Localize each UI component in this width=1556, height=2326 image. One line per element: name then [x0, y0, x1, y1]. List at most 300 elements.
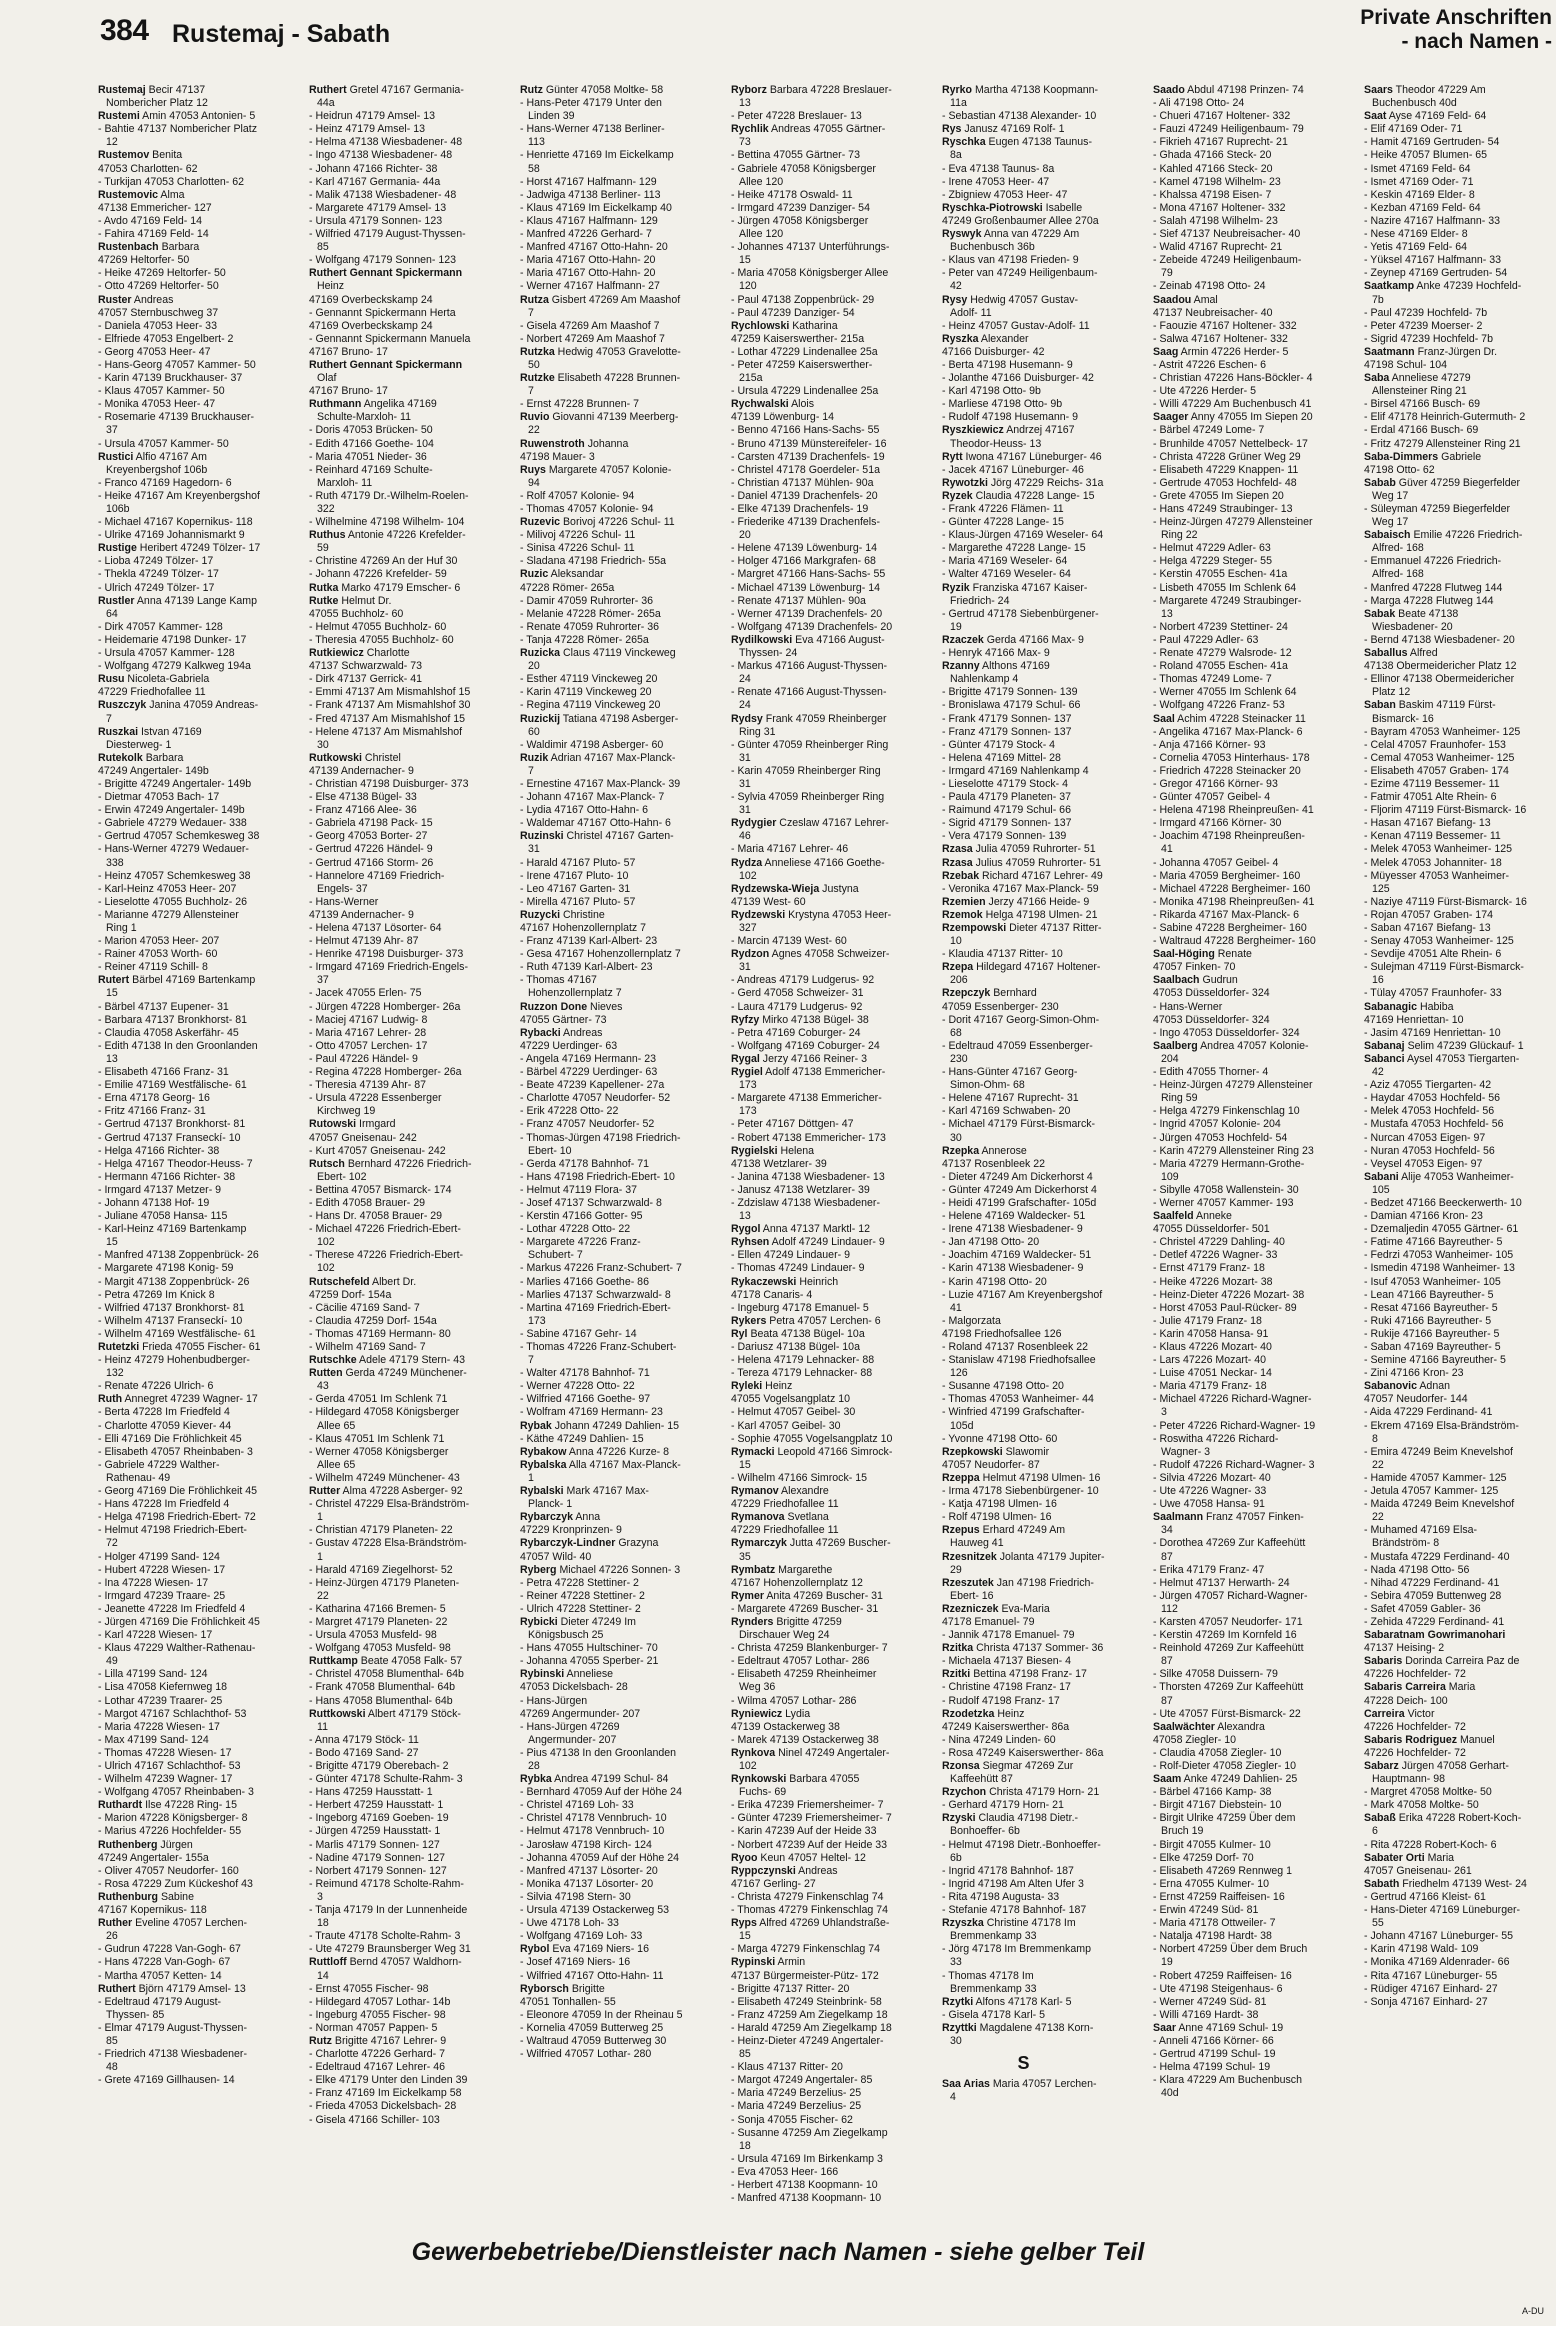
entry-details: 47167 Hohenzollernplatz 12: [731, 1576, 863, 1589]
listing-entry: [1364, 1262, 1527, 1275]
entry-details: - Friedrich 47138 Wiesbadener- 48: [98, 2048, 247, 2074]
entry-details: 47137 Schwarzwald- 73: [309, 660, 423, 673]
entry-details: Hildegard 47167 Holtener- 206: [950, 961, 1101, 987]
listing-entry: [942, 1276, 1105, 1289]
listing-entry: [1153, 2061, 1316, 2074]
entry-details: - Gabriele 47058 Königsberger Allee 120: [731, 162, 876, 188]
entry-details: - Irmgard 47137 Metzer- 9: [98, 1183, 222, 1196]
entry-details: 47139 Ostackerweg 38: [731, 1720, 840, 1733]
entry-surname: Rybarczyk-Lindner: [520, 1537, 616, 1550]
listing-entry: [1364, 372, 1527, 398]
entry-details: 47057 Neudorfer- 87: [942, 1458, 1040, 1471]
entry-details: Franz-Jürgen Dr.: [1414, 345, 1498, 358]
entry-details: - Josef 47169 Niers- 16: [520, 1956, 631, 1969]
entry-details: - Frank 47226 Flämen- 11: [942, 503, 1064, 515]
listing-entry: [942, 477, 1105, 490]
entry-details: - Janina 47138 Wiesbadener- 13: [731, 1170, 885, 1183]
listing-entry: [98, 411, 261, 437]
listing-entry: [942, 411, 1105, 424]
entry-details: - Sulejman 47119 Fürst-Bismarck- 16: [1364, 961, 1524, 987]
entry-details: - Frank 47137 Am Mismahlshof 30: [309, 699, 471, 712]
listing-entry: [942, 752, 1105, 765]
entry-details: - Marlis 47179 Sonnen- 127: [309, 1838, 440, 1851]
entry-surname: Rutka: [309, 581, 339, 594]
listing-entry: [98, 948, 261, 961]
entry-details: - Hubert 47228 Wiesen- 17: [98, 1563, 226, 1576]
listing-entry: [98, 660, 261, 673]
entry-details: - Robert 47138 Emmericher- 173: [731, 1131, 886, 1144]
listing-entry: [309, 922, 472, 935]
entry-details: - Dzemaljedin 47055 Gärtner- 61: [1364, 1223, 1519, 1236]
listing-entry: [309, 1773, 472, 1786]
listing-entry: [942, 228, 1105, 254]
entry-details: - Helene 47137 Am Mismahlshof 30: [309, 725, 463, 751]
listing-entry: [520, 1983, 683, 1996]
listing-entry: [1153, 516, 1316, 542]
entry-details: 47229 Kronprinzen- 9: [520, 1524, 622, 1537]
entry-details: - Mustafa 47053 Hochfeld- 56: [1364, 1118, 1504, 1131]
listing-entry: [1153, 1773, 1316, 1786]
entry-details: - Ernst 47228 Brunnen- 7: [520, 398, 639, 411]
listing-entry: [942, 1158, 1105, 1171]
entry-details: - Horst 47053 Paul-Rücker- 89: [1153, 1301, 1297, 1314]
listing-entry: [309, 1537, 472, 1563]
entry-details: - Aziz 47055 Tiergarten- 42: [1364, 1079, 1492, 1092]
listing-entry: [942, 1145, 1105, 1158]
listing-entry: [1364, 176, 1527, 189]
listing-column-5: [942, 84, 1105, 2232]
listing-entry: [1364, 215, 1527, 228]
listing-entry: [1153, 1590, 1316, 1616]
entry-surname: Ryps: [731, 1917, 757, 1930]
listing-entry: [731, 1158, 894, 1171]
listing-entry: [309, 1289, 472, 1302]
entry-details: - Rudolf 47198 Franz- 17: [942, 1694, 1060, 1707]
entry-details: - Winfried 47199 Grafschafter- 105d: [942, 1406, 1085, 1432]
listing-entry: [309, 1485, 472, 1498]
listing-entry: [942, 660, 1105, 686]
entry-details: Alma: [158, 188, 185, 201]
listing-entry: [520, 1184, 683, 1197]
entry-details: Barbara: [158, 241, 200, 254]
listing-entry: [98, 1668, 261, 1681]
listing-entry: [731, 1708, 894, 1721]
entry-details: Gretel 47167 Germania- 44a: [317, 84, 464, 110]
entry-details: - Heinz-Jürgen 47279 Allensteiner Ring 59: [1153, 1079, 1313, 1105]
listing-entry: [1364, 1223, 1527, 1236]
entry-surname: Rybakow: [520, 1445, 567, 1458]
entry-surname: Rzepus: [942, 1524, 980, 1537]
listing-entry: [520, 1393, 683, 1406]
listing-entry: [1153, 804, 1316, 817]
entry-details: - Barbara 47137 Bronkhorst- 81: [98, 1013, 247, 1026]
listing-entry: [942, 503, 1105, 516]
listing-entry: [98, 1524, 261, 1550]
entry-details: - Maria 47167 Otto-Hahn- 20: [520, 254, 656, 267]
listing-entry: [1364, 647, 1527, 660]
entry-surname: Rydsy: [731, 712, 763, 725]
entry-details: 47057 Gneisenau- 261: [1364, 1864, 1472, 1877]
entry-details: Alfred 47269 Uhlandstraße- 15: [739, 1917, 890, 1943]
entry-surname: Rydygier: [731, 817, 777, 830]
listing-entry: [731, 1564, 894, 1577]
entry-details: - Sylvia 47059 Rheinberger Ring 31: [731, 791, 885, 817]
entry-details: Justyna: [819, 882, 859, 895]
entry-details: - Karl 47167 Germania- 44a: [309, 175, 441, 188]
entry-details: - Franz 47166 Alee- 36: [309, 804, 417, 817]
listing-entry: [520, 1105, 683, 1118]
entry-details: - Helmut 47198 Dietr.-Bonhoeffer- 6b: [942, 1838, 1101, 1864]
listing-entry: [309, 1839, 472, 1852]
listing-entry: [1153, 1865, 1316, 1878]
listing-entry: [1364, 307, 1527, 320]
listing-entry: [731, 765, 894, 791]
entry-details: 47138 Obermeidericher Platz 12: [1364, 660, 1517, 673]
entry-surname: Rutkowski: [309, 751, 362, 764]
entry-details: - Marius 47226 Hochfelder- 55: [98, 1825, 242, 1838]
entry-details: 47053 Dickelsbach- 28: [520, 1681, 628, 1694]
entry-details: - Michael 47139 Löwenburg- 14: [731, 581, 880, 594]
entry-details: Jan 47198 Friedrich-Ebert- 16: [950, 1576, 1094, 1602]
listing-entry: [98, 372, 261, 385]
entry-details: - Frieda 47053 Dickelsbach- 28: [309, 2100, 457, 2113]
entry-details: 47178 Canaris- 4: [731, 1288, 813, 1301]
listing-entry: [98, 359, 261, 372]
entry-details: Heinz: [317, 280, 345, 293]
entry-details: - Edith 47058 Brauer- 29: [309, 1196, 426, 1209]
listing-entry: [98, 280, 261, 293]
entry-details: 47055 Düsseldorfer- 501: [1153, 1223, 1270, 1236]
entry-surname: Rzitka: [942, 1642, 974, 1655]
entry-details: - Renate 47137 Mühlen- 90a: [731, 594, 866, 607]
entry-details: - Norbert 47269 Am Maashof 7: [520, 332, 665, 345]
entry-details: - Margarete 47138 Emmericher- 173: [731, 1092, 882, 1118]
entry-details: Abdul 47198 Prinzen- 74: [1184, 84, 1304, 96]
listing-entry: [520, 1485, 683, 1511]
listing-entry: [1364, 320, 1527, 333]
entry-details: Julius 47059 Ruhrorter- 51: [972, 856, 1101, 869]
entry-details: - Thekla 47249 Tölzer- 17: [98, 568, 219, 581]
listing-entry: [942, 189, 1105, 202]
entry-details: Selim 47239 Glückauf- 1: [1404, 1039, 1524, 1052]
listing-entry: [520, 1446, 683, 1459]
entry-details: - Margret 47179 Planeten- 22: [309, 1615, 448, 1628]
entry-details: - Hans-Peter 47179 Unter den Linden 39: [520, 97, 662, 123]
listing-entry: [98, 1878, 261, 1891]
listing-entry: [1364, 1655, 1527, 1668]
listing-entry: [942, 1996, 1105, 2009]
entry-details: 47055 Buchholz- 60: [309, 607, 404, 620]
entry-surname: Rymarczyk: [731, 1537, 787, 1550]
entry-details: - Joachim 47198 Rheinpreußen- 41: [1153, 830, 1305, 856]
entry-details: - Karin 47058 Hansa- 91: [1153, 1327, 1269, 1340]
entry-details: Andreas: [560, 1026, 603, 1039]
entry-details: - Margarete 47249 Straubinger- 13: [1153, 594, 1302, 620]
entry-surname: Ruthert Gennant Spickermann: [309, 358, 463, 371]
listing-entry: [520, 1040, 683, 1053]
listing-entry: [942, 909, 1105, 922]
entry-details: Alije 47053 Wanheimer- 105: [1372, 1170, 1514, 1196]
entry-details: 47229 Friedhofallee 11: [731, 1524, 839, 1537]
entry-details: - Ingeborg 47169 Goeben- 19: [309, 1812, 449, 1825]
entry-details: 47178 Emanuel- 79: [942, 1615, 1035, 1628]
entry-details: - Ali 47198 Otto- 24: [1153, 97, 1245, 110]
listing-entry: [1153, 987, 1316, 1000]
entry-details: - Michael 47228 Bergheimer- 160: [1153, 882, 1311, 895]
entry-details: - Kahled 47166 Steck- 20: [1153, 162, 1273, 175]
listing-entry: [1153, 1354, 1316, 1367]
entry-details: Heinz: [762, 1380, 793, 1393]
listing-entry: [942, 896, 1105, 909]
listing-entry: [520, 791, 683, 804]
listing-entry: [1153, 2009, 1316, 2022]
entry-details: - Fatime 47166 Bayreuther- 5: [1364, 1236, 1503, 1249]
listing-entry: [1153, 123, 1316, 136]
listing-entry: [1364, 1197, 1527, 1210]
entry-details: - Rikarda 47167 Max-Planck- 6: [1153, 908, 1300, 921]
entry-details: - Willi 47169 Hardt- 38: [1153, 2008, 1259, 2021]
listing-entry: [98, 1917, 261, 1943]
entry-details: - Klaus-Jürgen 47169 Weseler- 64: [942, 529, 1104, 542]
listing-entry: [731, 1249, 894, 1262]
listing-entry: [309, 1616, 472, 1629]
entry-details: - Edith 47138 In den Groonlanden 13: [98, 1039, 258, 1065]
listing-entry: [98, 726, 261, 752]
entry-surname: Sabanci: [1364, 1052, 1405, 1065]
entry-surname: Ryswyk: [942, 228, 982, 241]
listing-entry: [98, 1092, 261, 1105]
entry-details: - Elke 47179 Unter den Linden 39: [309, 2074, 468, 2087]
entry-details: - Erdal 47166 Busch- 69: [1364, 424, 1479, 437]
entry-details: - Gertrud 47166 Kleist- 61: [1364, 1890, 1486, 1903]
entry-details: - Salwa 47167 Holtener- 332: [1153, 332, 1288, 345]
entry-details: - Kurt 47057 Gneisenau- 242: [309, 1144, 446, 1157]
entry-surname: Saatmann: [1364, 345, 1415, 358]
entry-details: 47055 Vogelsangplatz 10: [731, 1393, 850, 1406]
listing-entry: [98, 1328, 261, 1341]
listing-entry: [1153, 673, 1316, 686]
entry-details: - Jannik 47178 Emanuel- 79: [942, 1629, 1075, 1642]
entry-details: - Johannes 47137 Unterführungs- 15: [731, 241, 890, 267]
entry-details: - Georg 47053 Heer- 47: [98, 345, 211, 358]
entry-details: - Ute 47226 Herder- 5: [1153, 385, 1257, 398]
entry-surname: Rutten: [309, 1367, 343, 1380]
entry-surname: Saars: [1364, 84, 1393, 96]
listing-entry: [1364, 1393, 1527, 1406]
listing-entry: [731, 1393, 894, 1406]
listing-entry: [309, 1825, 472, 1838]
entry-details: - Süleyman 47259 Biegerfelder Weg 17: [1364, 503, 1511, 529]
listing-entry: [942, 346, 1105, 359]
listing-entry: [98, 1956, 261, 1969]
listing-entry: [1153, 1158, 1316, 1184]
entry-details: - Wilfried 47057 Lothar- 280: [520, 2048, 652, 2061]
entry-details: 47249 Großenbaumer Allee 270a: [942, 214, 1099, 227]
entry-details: - Karin 47239 Auf der Heide 33: [731, 1825, 877, 1838]
listing-entry: [520, 1459, 683, 1485]
entry-details: - Irene 47167 Pluto- 10: [520, 869, 629, 882]
entry-details: Brigitte 47167 Lehrer- 9: [331, 2034, 447, 2047]
listing-entry: [1153, 1970, 1316, 1983]
entry-details: 47229 Friedhofallee 11: [98, 686, 206, 699]
entry-surname: Rzitki: [942, 1668, 971, 1681]
listing-entry: [1364, 778, 1527, 791]
listing-entry: [942, 699, 1105, 712]
entry-details: - Maria 47178 Ottweiler- 7: [1153, 1917, 1276, 1930]
entry-details: - Thomas 47226 Franz-Schubert- 7: [520, 1341, 677, 1367]
entry-details: Barbara 47055 Fuchs- 69: [739, 1773, 860, 1799]
listing-entry: [309, 1956, 472, 1982]
entry-details: Friedhelm 47139 West- 24: [1399, 1877, 1527, 1890]
entry-details: - Johann 47138 Hof- 19: [98, 1196, 210, 1209]
entry-details: - Waldemar 47167 Otto-Hahn- 6: [520, 817, 671, 830]
entry-details: - Helga 47198 Friedrich-Ebert- 72: [98, 1511, 256, 1524]
listing-entry: [520, 1053, 683, 1066]
listing-entry: [1364, 830, 1527, 843]
listing-entry: [1364, 555, 1527, 581]
entry-details: - Karl 47057 Geibel- 30: [731, 1419, 841, 1432]
entry-details: - Bärbel 47249 Lome- 7: [1153, 424, 1265, 437]
listing-entry: [731, 464, 894, 477]
entry-details: - Wolfgang 47139 Drachenfels- 20: [731, 620, 893, 633]
entry-details: - Erik 47228 Otto- 22: [520, 1105, 619, 1118]
entry-details: Anna 47226 Kurze- 8: [566, 1445, 669, 1458]
entry-details: - Margit 47138 Zoppenbrück- 26: [98, 1275, 250, 1288]
listing-entry: [309, 464, 472, 490]
listing-entry: [98, 870, 261, 883]
entry-details: - Safet 47059 Gabler- 36: [1364, 1602, 1481, 1615]
entry-details: - Margot 47249 Angertaler- 85: [731, 2074, 873, 2087]
entry-details: - Susanne 47198 Otto- 20: [942, 1380, 1064, 1393]
entry-details: - Dariusz 47138 Bügel- 10a: [731, 1341, 860, 1353]
entry-details: - Mustafa 47229 Ferdinand- 40: [1364, 1550, 1510, 1563]
entry-surname: Ruther: [98, 1917, 133, 1930]
entry-details: - Erna 47178 Georg- 16: [98, 1092, 210, 1105]
listing-entry: [98, 1511, 261, 1524]
entry-details: 47249 Angertaler- 155a: [98, 1851, 209, 1864]
entry-surname: Saatkamp: [1364, 280, 1415, 293]
entry-details: - Hildegard 47057 Lothar- 14b: [309, 1995, 451, 2008]
entry-details: Jürgen: [157, 1838, 193, 1851]
entry-details: - Henryk 47166 Max- 9: [942, 647, 1050, 660]
entry-surname: Saalwächter: [1153, 1720, 1215, 1733]
entry-details: Ninel 47249 Angertaler- 102: [739, 1746, 890, 1772]
entry-details: Hedwig 47053 Gravelotte- 50: [528, 345, 681, 371]
listing-entry: [1364, 948, 1527, 961]
entry-details: - Elisabeth 47166 Franz- 31: [98, 1066, 229, 1079]
listing-entry: [731, 1171, 894, 1184]
listing-entry: [520, 1302, 683, 1328]
entry-details: - Hildegard 47058 Königsberger Allee 65: [309, 1406, 460, 1432]
entry-details: - Fred 47137 Am Mismahlshof 15: [309, 712, 466, 725]
entry-surname: Saalberg: [1153, 1039, 1198, 1052]
entry-surname: Rymanov: [731, 1485, 779, 1498]
listing-entry: [309, 294, 472, 307]
entry-surname: Rutza: [520, 293, 549, 306]
listing-entry: [942, 464, 1105, 477]
entry-details: - Marion 47053 Heer- 207: [98, 935, 220, 948]
entry-details: - Birgit Ulrike 47259 Über dem Bruch 19: [1153, 1812, 1296, 1838]
listing-entry: [98, 1302, 261, 1315]
entry-surname: Ruzinski: [520, 830, 564, 843]
entry-details: 47249 Angertaler- 149b: [98, 764, 209, 777]
entry-surname: Rutzke: [520, 372, 555, 385]
listing-entry: [731, 2153, 894, 2166]
entry-details: - Günter 47228 Lange- 15: [942, 516, 1064, 529]
entry-details: - Friedrich 47228 Steinacker 20: [1153, 764, 1301, 777]
listing-entry: [309, 948, 472, 961]
entry-details: - Wilhelm 47239 Wagner- 17: [98, 1773, 233, 1786]
entry-details: Magdalene 47138 Korn- 30: [950, 2021, 1094, 2047]
listing-entry: [98, 1354, 261, 1380]
listing-entry: [1364, 765, 1527, 778]
entry-details: Giovanni 47139 Meerberg- 22: [528, 411, 679, 437]
entry-details: - Eva 47053 Heer- 166: [731, 2165, 839, 2178]
listing-entry: [942, 398, 1105, 411]
entry-details: - Hans-Werner 47138 Berliner- 113: [520, 123, 665, 149]
listing-entry: [520, 1511, 683, 1524]
listing-entry: [520, 294, 683, 320]
entry-details: Erika 47228 Robert-Koch- 6: [1372, 1812, 1522, 1838]
entry-details: - Rosa 47229 Zum Kückeshof 43: [98, 1877, 253, 1890]
listing-entry: [942, 1577, 1105, 1603]
listing-entry: [520, 1695, 683, 1708]
entry-details: Annegret 47239 Wagner- 17: [122, 1393, 258, 1406]
listing-entry: [1153, 149, 1316, 162]
entry-surname: Rydzewski: [731, 908, 786, 921]
entry-details: - Brigitte 47179 Oberebach- 2: [309, 1760, 449, 1772]
listing-entry: [98, 568, 261, 581]
listing-entry: [942, 267, 1105, 293]
listing-entry: [309, 1943, 472, 1956]
listing-entry: [98, 673, 261, 686]
entry-details: - Max 47199 Sand- 124: [98, 1733, 209, 1746]
entry-details: 47057 Finken- 70: [1153, 961, 1236, 974]
entry-details: - Maria 47167 Otto-Hahn- 20: [520, 267, 656, 280]
entry-details: - Bedzet 47166 Beeckerwerth- 10: [1364, 1196, 1522, 1209]
entry-details: - Malik 47138 Wiesbadener- 48: [309, 188, 457, 201]
entry-details: - Saban 47169 Bayreuther- 5: [1364, 1341, 1501, 1353]
listing-columns: [98, 84, 1556, 2232]
entry-details: - Ina 47228 Wiesen- 17: [98, 1576, 209, 1589]
listing-entry: [731, 2061, 894, 2074]
entry-details: - Zehida 47229 Ferdinand- 41: [1364, 1615, 1505, 1628]
listing-entry: [98, 1498, 261, 1511]
entry-details: Helga 47198 Ulmen- 21: [982, 908, 1098, 921]
listing-entry: [1153, 857, 1316, 870]
entry-details: - Brigitte 47137 Ritter- 20: [731, 1982, 850, 1995]
listing-entry: [1364, 726, 1527, 739]
listing-entry: [1364, 1904, 1527, 1930]
entry-details: - Elisabeth 47057 Rheinbaben- 3: [98, 1445, 253, 1458]
entry-details: Anna: [573, 1511, 601, 1524]
entry-details: - Hans 47249 Straubinger- 13: [1153, 503, 1293, 515]
entry-details: 47167 Kopernikus- 118: [98, 1904, 207, 1917]
listing-entry: [309, 1367, 472, 1393]
entry-surname: Ruwenstroth: [520, 437, 585, 450]
entry-surname: Ryl: [731, 1327, 748, 1340]
listing-entry: [520, 84, 683, 97]
listing-entry: [731, 1956, 894, 1969]
listing-entry: [309, 1249, 472, 1275]
entry-details: - Helga 47166 Richter- 38: [98, 1144, 220, 1157]
listing-entry: [1153, 974, 1316, 987]
entry-details: 47228 Deich- 100: [1364, 1694, 1448, 1707]
listing-entry: [309, 1406, 472, 1432]
entry-details: Lydia: [782, 1707, 811, 1720]
entry-surname: Rydzon: [731, 948, 770, 961]
entry-details: - Hans 47058 Blumenthal- 64b: [309, 1694, 453, 1707]
